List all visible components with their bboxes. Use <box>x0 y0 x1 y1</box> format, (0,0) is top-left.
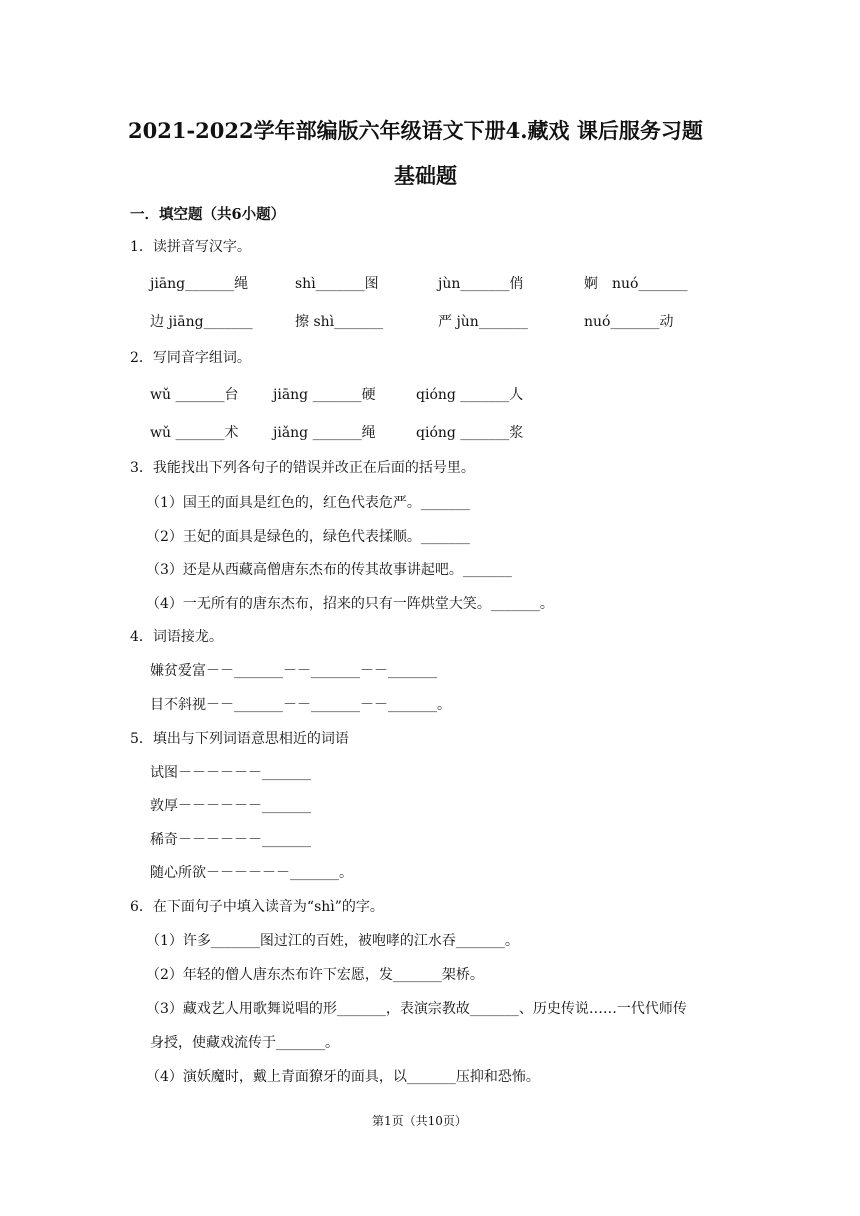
question-6-stem: 6．在下面句子中填入读音为“shì”的字。 <box>130 899 384 915</box>
q1-r1-c3: jùn_______俏 <box>438 276 524 292</box>
q3-item-1: （1）国王的面具是红色的，红色代表危严。_______ <box>146 495 470 511</box>
q1-r1-c1: jiāng_______绳 <box>150 276 249 292</box>
question-1-stem: 1．读拼音写汉字。 <box>130 239 251 255</box>
question-5-stem: 5．填出与下列词语意思相近的词语 <box>130 731 349 747</box>
q2-r2-c1: wǔ _______术 <box>150 425 239 441</box>
q6-item-2: （2）年轻的僧人唐东杰布许下宏愿，发_______架桥。 <box>146 967 484 983</box>
section-heading: 一．填空题（共6小题） <box>130 206 286 223</box>
q6-item-3: （3）藏戏艺人用歌舞说唱的形_______，表演宗教故_______、历史传说……一代代师传 <box>146 1001 687 1017</box>
q3-item-2: （2）王妃的面具是绿色的，绿色代表揉顺。_______ <box>146 529 470 545</box>
q1-r2-c2: 擦 shì_______ <box>295 314 384 330</box>
q1-r2-c4: nuó_______动 <box>584 314 674 330</box>
q2-r1-c1: wǔ _______台 <box>150 387 239 403</box>
q1-r1-c2: shì_______图 <box>295 276 379 292</box>
q2-r1-c3: qióng _______人 <box>416 387 524 403</box>
question-3-stem: 3．我能找出下列各句子的错误并改正在后面的括号里。 <box>130 460 475 476</box>
page-footer: 第1页（共10页） <box>372 1114 467 1128</box>
q5-item-3: 稀奇－－－－－－_______ <box>150 832 311 848</box>
q3-item-3: （3）还是从西藏高僧唐东杰布的传其故事讲起吧。_______ <box>146 562 512 578</box>
q4-item-1: 嫌贫爱富－－_______－－_______－－_______ <box>150 663 437 679</box>
q1-r2-c3: 严 jùn_______ <box>438 314 528 330</box>
q6-item-1: （1）许多_______图过江的百姓，被咆哮的江水吞_______。 <box>146 933 519 949</box>
q3-item-4: （4）一无所有的唐东杰布，招来的只有一阵烘堂大笑。_______。 <box>146 596 554 612</box>
question-4-stem: 4．词语接龙。 <box>130 629 223 645</box>
q2-r1-c2: jiāng _______硬 <box>273 387 376 403</box>
q2-r2-c3: qióng _______浆 <box>416 425 524 441</box>
question-2-stem: 2．写同音字组词。 <box>130 350 251 366</box>
q5-item-2: 敦厚－－－－－－_______ <box>150 798 311 814</box>
document-title: 2021-2022学年部编版六年级语文下册4.藏戏 课后服务习题 <box>128 118 703 143</box>
q5-item-4: 随心所欲－－－－－－_______。 <box>150 865 353 881</box>
q5-item-1: 试图－－－－－－_______ <box>150 765 311 781</box>
q1-r1-c4: 婀 nuó_______ <box>584 276 688 292</box>
document-subtitle: 基础题 <box>394 163 457 188</box>
q2-r2-c2: jiǎng _______绳 <box>273 425 376 441</box>
q6-item-4: （4）演妖魔时，戴上青面獠牙的面具，以_______压抑和恐怖。 <box>146 1069 540 1085</box>
q6-item-3-cont: 身授，使藏戏流传于_______。 <box>150 1035 339 1051</box>
q1-r2-c1: 边 jiāng_______ <box>150 314 253 330</box>
q4-item-2: 目不斜视－－_______－－_______－－_______。 <box>150 697 451 713</box>
